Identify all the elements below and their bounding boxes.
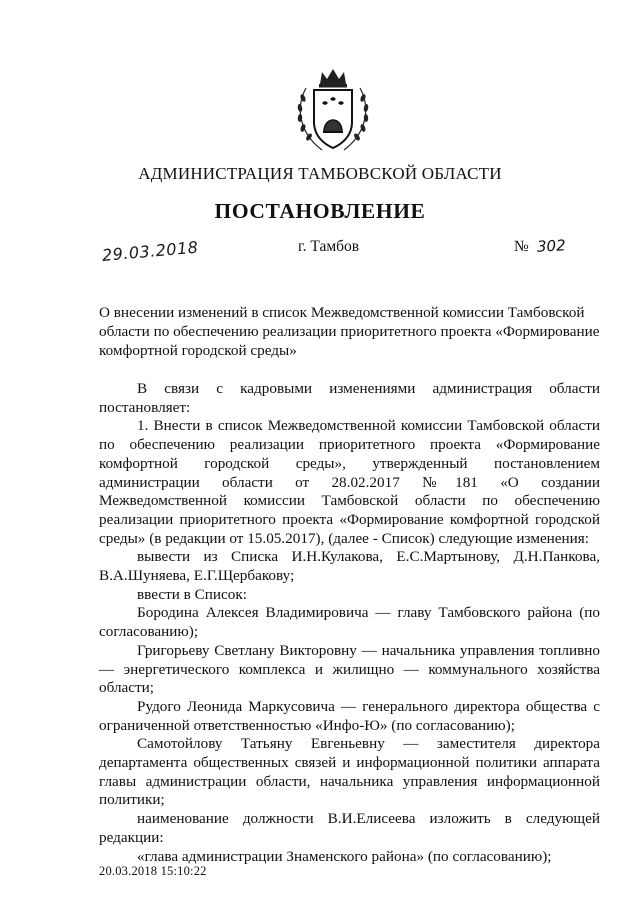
document-date: 29.03.2018 [101,237,200,265]
tambov-coat-of-arms-icon [292,66,374,156]
remove-members: вывести из Списка И.Н.Кулакова, Е.С.Мартынову, Д.Н.Панкова, В.А.Шуняева, Е.Г.Щербакову; [99,548,600,585]
added-member-2: Григорьеву Светлану Викторовну — начальника управления топливно — энергетического комплекса и жилищно — коммунального хозяйства области; [99,641,600,697]
print-timestamp: 20.03.2018 15:10:22 [99,864,207,878]
document-subject: О внесении изменений в список Межведомственной комиссии Тамбовской области по обеспечению реализации приоритетного проекта «Формирование комфортной городской среды» [99,304,600,359]
added-member-4: Самотойлову Татьяну Евгеньевну — заместителя директора департамента общественных связей и информационной политики аппарата главы администрации области, начальника управления информационной политики; [99,735,600,809]
document-number [514,237,565,256]
item-1: 1. Внести в список Межведомственной комиссии Тамбовской области по обеспечению реализации приоритетного проекта «Формирование комфортной городской среды», утвержденный постановлением администрации области от 28.02.2017 №181 «О создании Межведомственной комиссии Тамбовской области по обеспечению реализации приоритетного проекта «Формирование комфортной городской среды» (в редакции от 15.05.2017), (далее - Список) следующие изменения: [99,417,600,547]
number-label: № [514,238,529,255]
added-member-1: Бородина Алексея Владимировича — главу Тамбовского района (по согласованию); [99,604,600,641]
new-position-title: «глава администрации Знаменского района» (по согласованию); [137,847,552,865]
add-intro: ввести в Список: [137,585,247,603]
preamble: В связи с кадровыми изменениями администрация области постановляет: [99,380,600,416]
added-member-3: Рудого Леонида Маркусовича — генерального директора общества с ограниченной ответственностью «Инфо-Ю» (по согласованию); [99,697,600,734]
rename-position: наименование должности В.И.Елисеева изложить в следующей редакции: [99,810,600,846]
document-body [99,380,600,866]
document-city: г. Тамбов [298,238,360,255]
document-type-title: ПОСТАНОВЛЕНИЕ [214,199,426,223]
organization-name: АДМИНИСТРАЦИЯ ТАМБОВСКОЙ ОБЛАСТИ [138,164,502,183]
number-value: 302 [536,236,566,256]
